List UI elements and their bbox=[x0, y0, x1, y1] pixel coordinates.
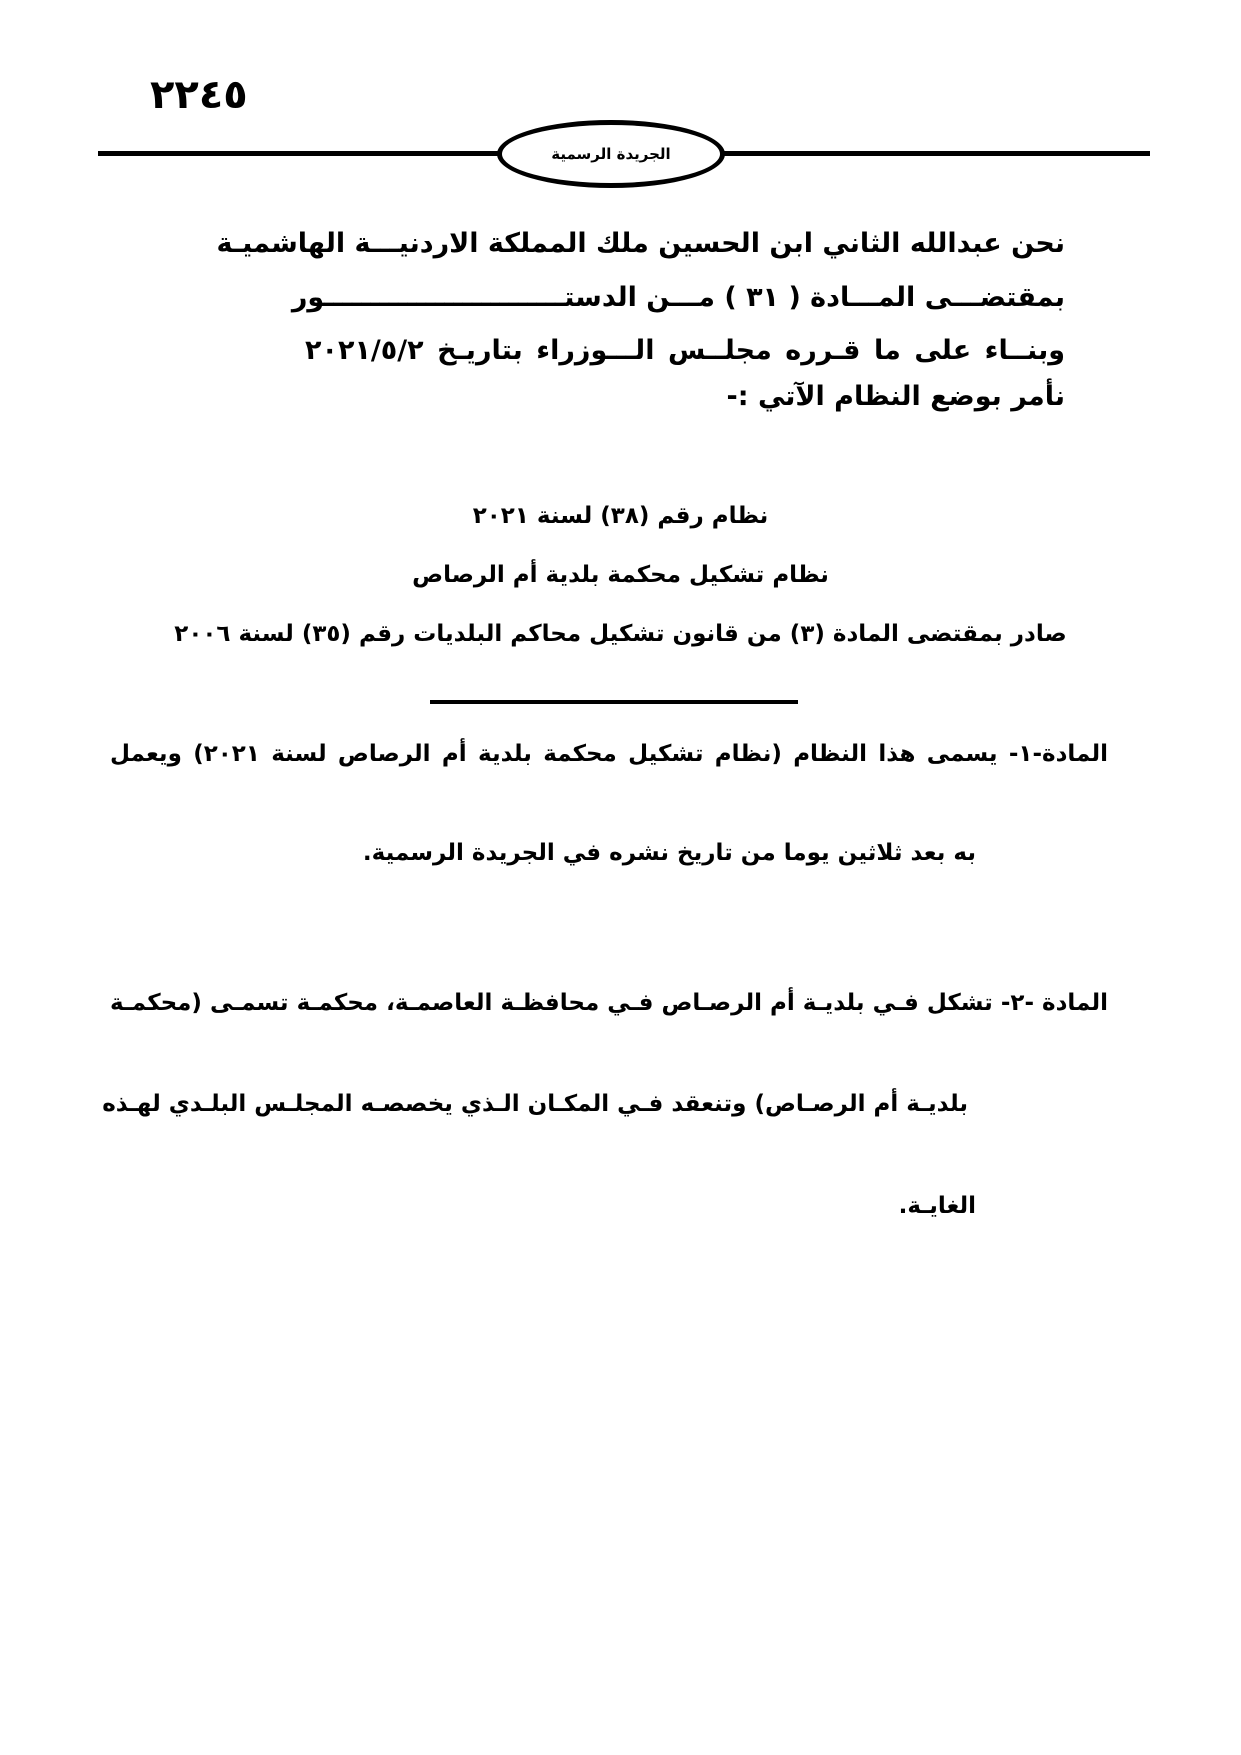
article-1-line-2: به بعد ثلاثين يوما من تاريخ نشره في الجريدة الرسمية. bbox=[362, 840, 976, 866]
gazette-header-label: الجريدة الرسمية bbox=[551, 145, 671, 163]
article-2-line-1: المادة -٢- تشكل فـي بلديـة أم الرصـاص فـي محافظـة العاصمـة، محكمـة تسمـى (محكمـة bbox=[110, 990, 1108, 1016]
gazette-header-oval bbox=[497, 120, 725, 188]
preamble-line-4: نأمر بوضع النظام الآتي :- bbox=[726, 381, 1065, 412]
article-2-line-3: الغايـة. bbox=[898, 1193, 976, 1219]
header-rule-right bbox=[722, 151, 1150, 156]
section-divider bbox=[430, 700, 798, 704]
regulation-number: نظام رقم (٣٨) لسنة ٢٠٢١ bbox=[472, 503, 769, 529]
article-2-line-2: بلديـة أم الرصـاص) وتنعقد فـي المكـان الـذي يخصصـه المجلـس البلـدي لهـذه bbox=[102, 1091, 968, 1117]
article-1-line-1: المادة-١- يسمى هذا النظام (نظام تشكيل محكمة بلدية أم الرصاص لسنة ٢٠٢١) ويعمل bbox=[110, 741, 1108, 767]
header-rule-left bbox=[98, 151, 500, 156]
regulation-title: نظام تشكيل محكمة بلدية أم الرصاص bbox=[412, 562, 829, 588]
preamble-line-3: وبنــاء على ما قـرره مجلــس الـــوزراء بتاريـخ ٢٠٢١/٥/٢ bbox=[305, 335, 1065, 366]
regulation-issued-under: صادر بمقتضى المادة (٣) من قانون تشكيل محاكم البلديات رقم (٣٥) لسنة ٢٠٠٦ bbox=[174, 621, 1067, 647]
page-number: ٢٢٤٥ bbox=[150, 72, 248, 118]
preamble-line-2: بمقتضـــى المـــادة ( ٣١ ) مـــن الدستــــــــــــــــــــــــــور bbox=[291, 282, 1065, 313]
preamble-line-1: نحن عبدالله الثاني ابن الحسين ملك المملكة الاردنيـــة الهاشميـة bbox=[216, 228, 1065, 259]
